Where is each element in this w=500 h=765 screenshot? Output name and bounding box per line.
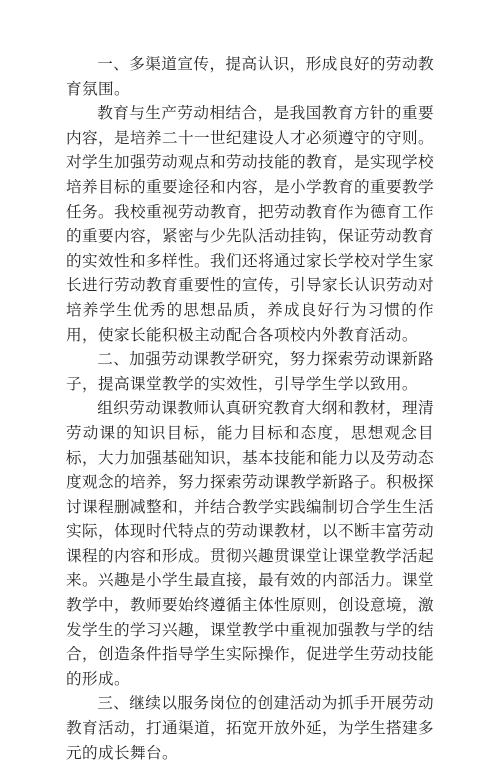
document-body <box>66 52 434 765</box>
heading-one: 一、多渠道宣传，提高认识，形成良好的劳动教育氛围。 <box>66 55 434 98</box>
heading-two: 二、加强劳动课教学研究，努力探索劳动课新路子，提高课堂教学的实效性，引导学生学以致用。 <box>66 350 434 393</box>
body-paragraph-one: 教育与生产劳动相结合，是我国教育方针的重要内容，是培养二十一世纪建设人才必须遵守的守则。对学生加强劳动观点和劳动技能的教育，是实现学校培养目标的重要途径和内容，是小学教育的重要教学任务。我校重视劳动教育，把劳动教育作为德育工作的重要内容，紧密与少先队活动挂钩，保证劳动教育的实效性和多样性。我们还将通过家长学校对学生家长进行劳动教育重要性的宣传，引导家长认识劳动对培养学生优秀的思想品质，养成良好行为习惯的作用，使家长能积极主动配合各项校内外教育活动。 <box>66 104 434 344</box>
heading-three: 三、继续以服务岗位的创建活动为抓手开展劳动教育活动，打通渠道，拓宽开放外延，为学生搭建多元的成长舞台。 <box>66 694 434 762</box>
body-paragraph-two: 组织劳动课教师认真研究教育大纲和教材，理清劳动课的知识目标，能力目标和态度，思想观念目标，大力加强基础知识，基本技能和能力以及劳动态度观念的培养，努力探索劳动课教学新路子。积极探讨课程删减整和，并结合教学实践编制切合学生生活实际，体现时代特点的劳动课教材，以不断丰富劳动课程的内容和形成。贯彻兴趣贯课堂让课堂教学活起来。兴趣是小学生最直接，最有效的内部活力。课堂教学中，教师要始终遵循主体性原则，创设意境，激发学生的学习兴趣，课堂教学中重视加强教与学的结合，创造条件指导学生实际操作，促进学生劳动技能的形成。 <box>66 399 434 688</box>
